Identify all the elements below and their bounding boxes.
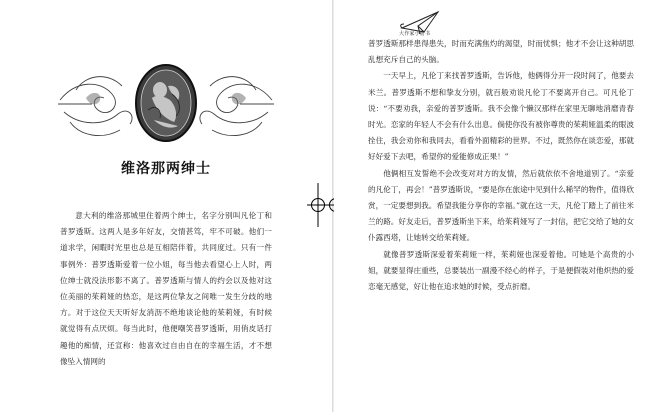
- paragraph: 一天早上，凡伦丁来找普罗透斯，告诉他，他俩得分开一段时间了，他要去米兰。普罗透斯不想和挚友分别，就百般劝说凡伦丁不要离开自己。可凡伦丁说：“不要劝我，亲爱的普罗透斯。我不会像个懒汉那样在家里无聊地消磨青春时光。恋家的年轻人不会有什么出息。倘使你没有被你尊贵的茱莉娅温柔的眼波拴住，我会劝你和我同去，看看外面精彩的世界。不过，既然你在谈恋爱，那就好好爱下去吧，希望你的爱能修成正果！”: [368, 71, 634, 162]
- paragraph: 意大利的维洛那城里住着两个绅士，名字分别叫凡伦丁和普罗透斯。这两人是多年好友，交情甚笃，牢不可破。他们一道求学，闲暇时光里也总是互相陪伴着，共同度过。只有一件事例外：普罗透斯爱着一位小姐，每当他去看望心上人时，两位绅士就没法形影不离了。普罗透斯与情人的约会以及他对这位美丽的茱莉娅的热恋，是这两位挚友之间唯一发生分歧的地方。对于这位天天听好友消沥不绝地谈论他的茱莉娅，有时候就觉得有点厌烦。每当此时，他便嘲笑普罗透斯，用俏皮话打趣他的痴情，还宣称：他喜欢过自由自在的幸福生活，才不想像坠入情网的: [60, 211, 272, 366]
- left-page: [0, 0, 332, 412]
- right-body-text: [368, 36, 634, 295]
- paragraph: 就像普罗透斯深爱着茱莉娅一样，茱莉娅也深爱着他。可她是个高贵的小姐，就要显得庄重些，总要装出一副漫不经心的样子，于是便假装对他炽热的爱恋毫无感觉，好让他在追求她的时候，受点折磨。: [368, 249, 634, 292]
- paragraph: 他俩相互发誓绝不会改变对对方的友情，然后就依依不舍地道别了。“亲爱的凡伦丁，再会！”普罗透斯说，“要是你在旅途中见到什么稀罕的物件，值得欣赏，一定要想到我。希望我能分享你的幸福。”就在这一天，凡伦丁踏上了前往米兰的路。好友走后，普罗透斯坐下来，给茱莉娅写了一封信，把它交给了她的女仆露西塔，让她转交给茱莉娅。: [368, 168, 634, 243]
- chapter-ornament: [56, 60, 276, 146]
- left-body-text: [60, 208, 272, 370]
- chapter-title: 维洛那两绅士: [121, 161, 211, 177]
- publisher-logo-text: 大作家小册书: [399, 31, 431, 37]
- paragraph: 普罗透斯那样患得患失，时而充满焦灼的渴望，时而忧惧；他才不会让这种胡思乱想充斥自己的头脑。: [368, 39, 634, 65]
